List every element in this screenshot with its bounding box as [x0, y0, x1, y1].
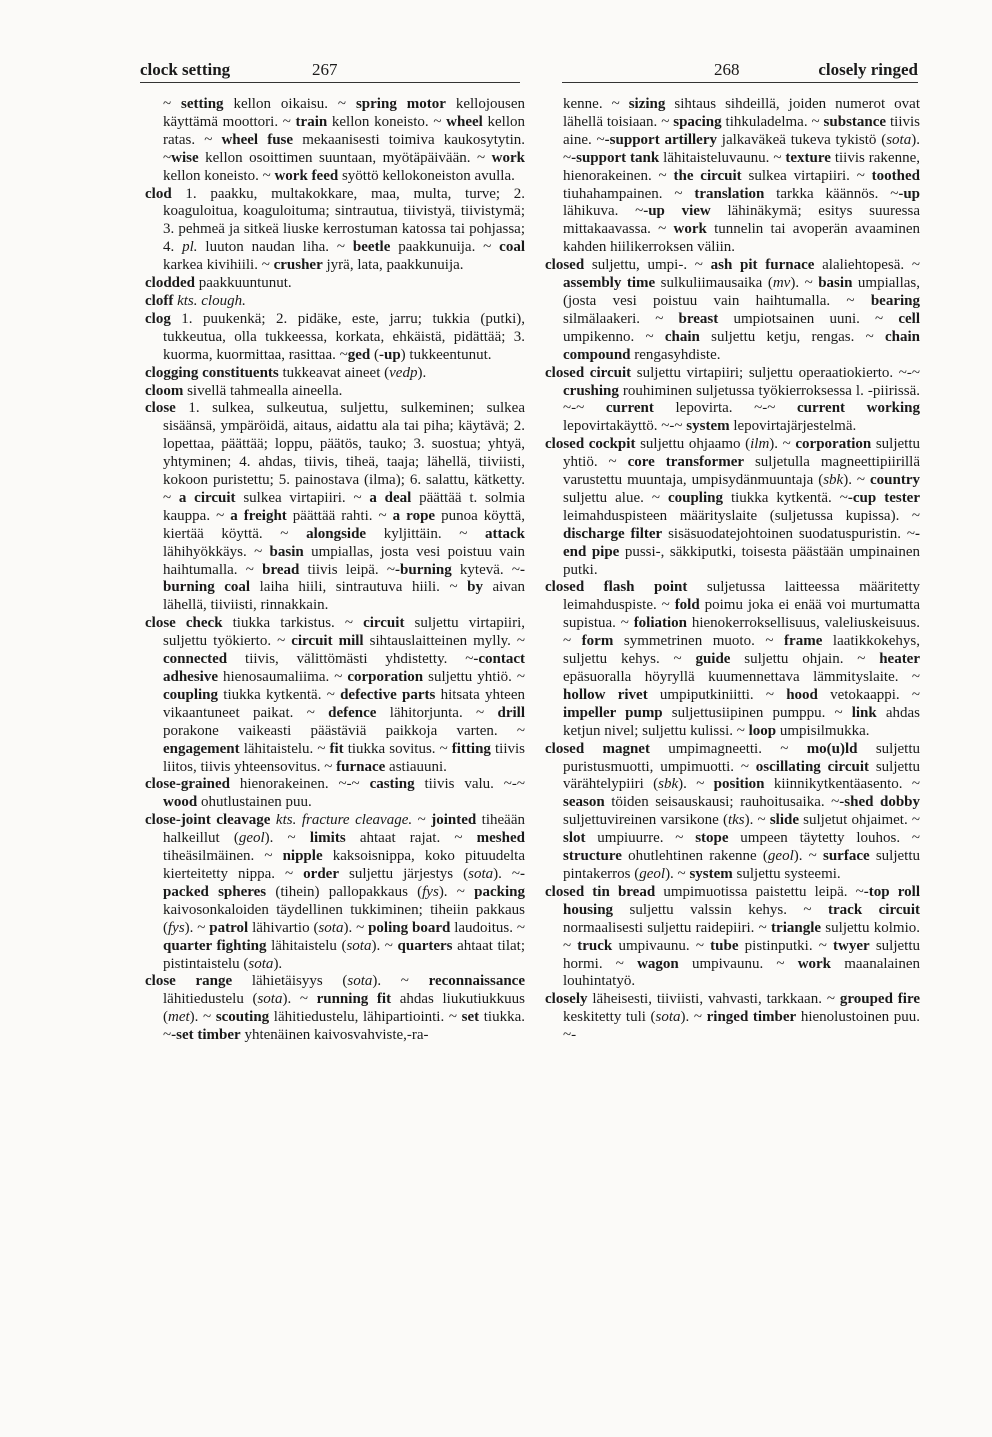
dictionary-entry: clod 1. paakku, multakokkare, maa, multa, turve; 2. koaguloitua, koaguloituma; sintrautua, tiivistyä, tiivistymä; 3. pehmeä ja sitkeä liuske kerrostuman katossa tai pohjassa; 4. pl. luuton naudan liha. ~ beetle paakkunuija. ~ coal karkea kivihiili. ~ crusher jyrä, lata, paakkunuija. [145, 185, 525, 274]
left-column [145, 96, 525, 1045]
dictionary-entry: cloff kts. clough. [145, 292, 246, 309]
dictionary-entry: clodded paakkuuntunut. [145, 275, 292, 292]
dictionary-entry: ~ setting kellon oikaisu. ~ spring motor kellojousen käyttämä moottori. ~ train kellon koneisto. ~ wheel kellon ratas. ~ wheel fuse mekaanisesti toimiva kaukosytytin. ~wise kellon osoittimen suuntaan, myötäpäivään. ~ work kellon koneisto. ~ work feed syöttö kellokoneiston avulla. [163, 96, 525, 184]
dictionary-entry: clog 1. puukenkä; 2. pidäke, este, jarru; tukkia (putki), tukkeutua, olla tukkeessa, korkata, ehkäistä, pidättää; 3. kuorma, kuormittaa, rasittaa. ~ged (-up) tukkeentunut. [145, 310, 525, 363]
dictionary-entry: clogging constituents tukkeavat aineet (vedp). [145, 364, 427, 381]
dictionary-entry: closely läheisesti, tiiviisti, vahvasti, tarkkaan. ~ grouped fire keskitetty tuli (sota). ~ ringed timber hienolustoinen puu. ~- [545, 991, 920, 1044]
dictionary-entry: closed cockpit suljettu ohjaamo (ilm). ~ corporation suljettu yhtiö. ~ core transformer suljetulla magneettipiirillä varustettu muuntaja, umpisydänmuuntaja (sbk). ~ country suljettu alue. ~ coupling tiukka kytkentä. ~-cup tester leimahduspisteen määrityslaite (suljetussa kupissa). ~ discharge filter sisäsuodatejohtoinen suodatuspuristin. ~-end pipe pussi-, säkkiputki, toisesta päästään umpinainen putki. [545, 436, 921, 578]
right-guide-word: closely ringed [818, 60, 918, 79]
left-guide-word: clock setting [140, 60, 231, 79]
dictionary-entry: closed tin bread umpimuotissa paistettu leipä. ~-top roll housing suljettu valssin kehys. ~ track circuit normaalisesti suljettu raidepiiri. ~ triangle suljettu kolmio. ~ truck umpivaunu. ~ tube pistinputki. ~ twyer suljettu hormi. ~ wagon umpivaunu. ~ work maanalainen louhintatyö. [545, 883, 921, 990]
right-page-header [562, 58, 918, 83]
dictionary-entry: closed magnet umpimagneetti. ~ mo(u)ld suljettu puristusmuotti, umpimuotti. ~ oscillating circuit suljettu värähtelypiiri (sbk). ~ position kiinnikytkentäasento. ~ season töiden seisauskausi; rauhoitusaika. ~-shed dobby suljettuvireinen varsikone (tks). ~ slide suljetut ohjaimet. ~ slot umpiuurre. ~ stope umpeen täytetty louhos. ~ structure ohutlehtinen rakenne (geol). ~ surface suljettu pintakerros (geol). ~ system suljettu systeemi. [545, 740, 921, 882]
dictionary-entry: close check tiukka tarkistus. ~ circuit suljettu virtapiiri, suljettu työkierto. ~ circuit mill sihtauslaitteinen mylly. ~ connected tiivis, välittömästi yhdistetty. ~-contact adhesive hienosaumaliima. ~ corporation suljettu yhtiö. ~ coupling tiukka kytkentä. ~ defective parts hitsata yhteen vikaantuneet paikat. ~ defence lähitorjunta. ~ drill porakone vaikeasti päästäviä paikkoja varten. ~ engagement lähitaistelu. ~ fit tiukka sovitus. ~ fitting tiivis liitos, tiivis yhteensovitus. ~ furnace astiauuni. [145, 615, 526, 775]
dictionary-entry: closed circuit suljettu virtapiiri; suljettu operaatiokierto. ~-~ crushing rouhiminen suljetussa työkierroksessa l. -piirissä. ~-~ current lepovirta. ~-~ current working lepovirtakäyttö. ~-~ system lepovirtajärjestelmä. [545, 364, 920, 435]
dictionary-entry: close range lähietäisyys (sota). ~ reconnaissance lähitiedustelu (sota). ~ running fit ahdas liukutiukkuus (met). ~ scouting lähitiedustelu, lähipartiointi. ~ set tiukka. ~-set timber yhtenäinen kaivosvahviste,-ra- [145, 973, 525, 1044]
dictionary-entry: closed flash point suljetussa laitteessa määritetty leimahduspiste. ~ fold poimu joka ei enää voi murtumatta supistua. ~ foliation hienokerroksellisuus, valeliuskeisuus. ~ form symmetrinen muoto. ~ frame laatikkokehys, suljettu kehys. ~ guide suljettu ohjain. ~ heater epäsuoralla höyryllä kuumennettava lämmityslaite. ~ hollow rivet umpiputkiniitti. ~ hood vetokaappi. ~ impeller pump suljettusiipinen pumppu. ~ link ahdas ketjun nivel; suljettu kulissi. ~ loop umpisilmukka. [545, 579, 920, 739]
right-page-number: 268 [714, 60, 740, 79]
left-page-header [140, 58, 520, 83]
dictionary-entry: kenne. ~ sizing sihtaus sihdeillä, joiden numerot ovat lähellä toisiaan. ~ spacing tihkuladelma. ~ substance tiivis aine. ~-support artillery jalkaväkeä tukeva tykistö (sota). ~-support tank lähitaisteluvaunu. ~ texture tiivis rakenne, hienorakeinen. ~ the circuit sulkea virtapiiri. ~ toothed tiuhahampainen. ~ translation tarkka käännös. ~-up lähikuva. ~-up view lähinäkymä; esitys suuressa mittakaavassa. ~ work tunnelin tai avoperän avaaminen kahden hiilikerroksen väliin. [563, 96, 921, 256]
right-column [545, 96, 920, 1045]
dictionary-entry: closed suljettu, umpi-. ~ ash pit furnace alaliehtopesä. ~ assembly time sulkuliimausaika (mv). ~ basin umpiallas, (josta vesi poistuu vain haihtumalla. ~ bearing silmälaakeri. ~ breast umpiotsainen uuni. ~ cell umpikenno. ~ chain suljettu ketju, rengas. ~ chain compound rengasyhdiste. [545, 257, 921, 363]
left-page-number: 267 [312, 60, 338, 79]
dictionary-entry: close 1. sulkea, sulkeutua, suljettu, sulkeminen; sulkea sisäänsä, ympäröidä, aitaus, aidattu ala tai piha; käytävä; 2. lopettaa, päättää; loppu, päätös, tauko; 3. suostua; yhtyä, yhtyminen; 4. ahdas, tiivis, tiheä, taaja; lähellä, tiiviisti, kokoon puristettu; 5. painostava (ilma); 6. salattu, kätketty. ~ a circuit sulkea virtapiiri. ~ a deal päättää t. solmia kauppa. ~ a freight päättää rahti. ~ a rope punoa köyttä, kiertää köyttä. ~ alongside kyljittäin. ~ attack lähihyökkäys. ~ basin umpiallas, josta vesi poistuu vain haihtumalla. ~ bread tiivis leipä. ~-burning kytevä. ~-burning coal laiha hiili, sintrautuva hiili. ~ by aivan lähellä, tiiviisti, rinnakkain. [145, 400, 526, 614]
dictionary-entry: cloom sivellä tahmealla aineella. [145, 382, 343, 399]
dictionary-entry: close-grained hienorakeinen. ~-~ casting tiivis valu. ~-~ wood ohutlustainen puu. [145, 776, 526, 811]
dictionary-entry: close-joint cleavage kts. fracture cleavage. ~ jointed tiheään halkeillut (geol). ~ limits ahtaat rajat. ~ meshed tiheäsilmäinen. ~ nipple kaksoisnippa, koko pituudelta kierteitetty nippa. ~ order suljettu järjestys (sota). ~-packed spheres (tihein) pallopakkaus (fys). ~ packing kaivosonkaloiden täydellinen tukkiminen; tiheiin pakkaus (fys). ~ patrol lähivartio (sota). ~ poling board laudoitus. ~ quarter fighting lähitaistelu (sota). ~ quarters ahtaat tilat; pistintaistelu (sota). [145, 812, 526, 972]
